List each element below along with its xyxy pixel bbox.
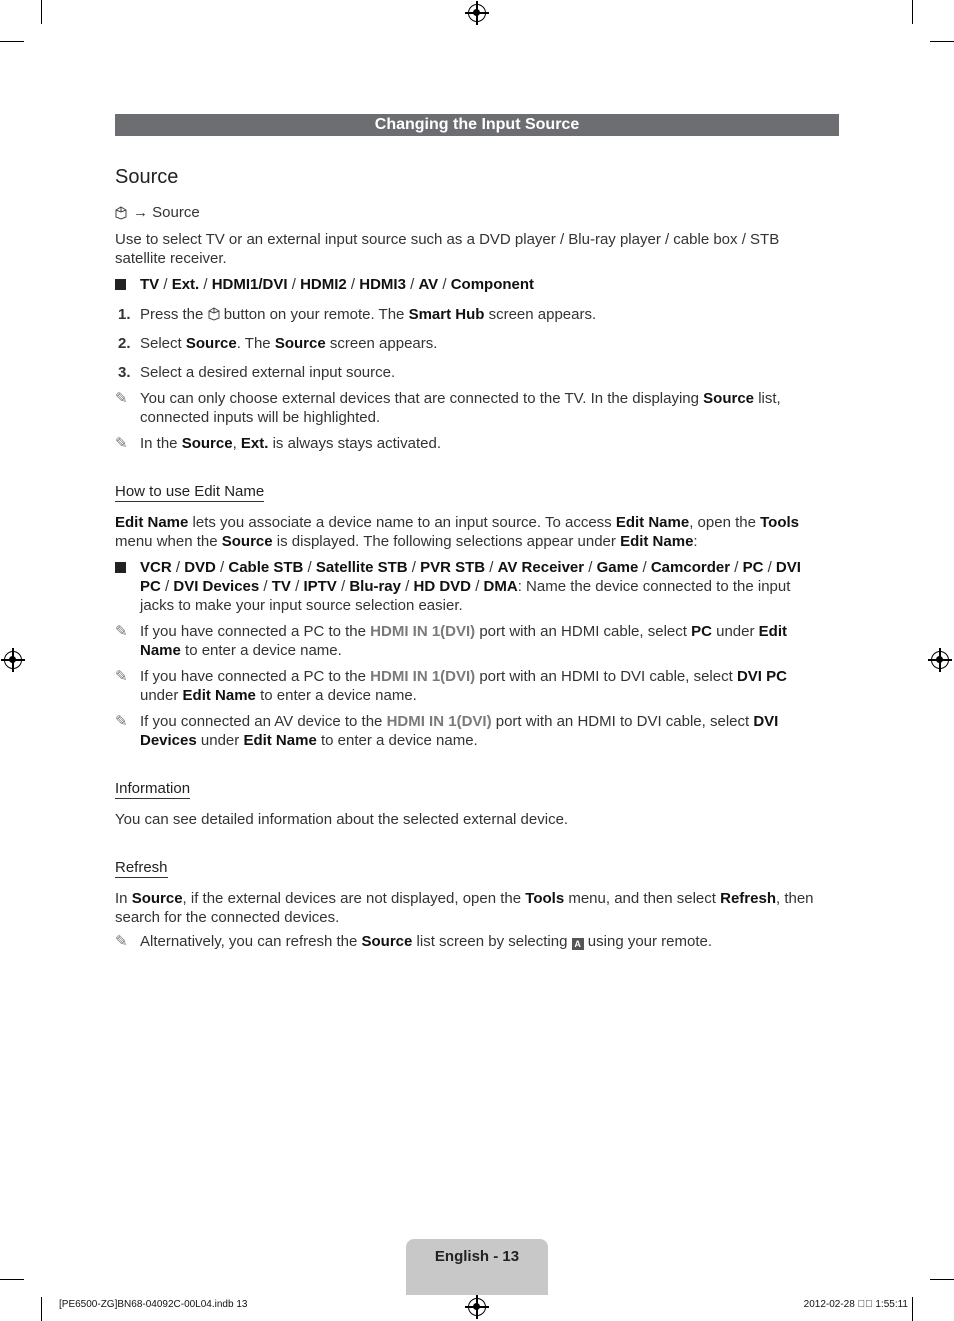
menu-path-label: → Source bbox=[133, 204, 200, 221]
step-3: 3. Select a desired external input source. bbox=[118, 364, 396, 381]
crop-mark bbox=[41, 0, 42, 24]
registration-mark-icon bbox=[4, 651, 22, 669]
note-item: ✎ If you connected an AV device to the HDMI IN 1(DVI) port with an HDMI to DVI cable, select DVI Devices under Edit Name to enter a device name. bbox=[115, 713, 779, 749]
note-item: ✎ In the Source, Ext. is always stays activated. bbox=[115, 435, 441, 452]
edit-name-heading: How to use Edit Name bbox=[115, 483, 265, 500]
pencil-note-icon: ✎ bbox=[115, 713, 128, 730]
pencil-note-icon: ✎ bbox=[115, 668, 128, 685]
pencil-note-icon: ✎ bbox=[115, 933, 128, 950]
note-item: ✎ If you have connected a PC to the HDMI IN 1(DVI) port with an HDMI cable, select PC under Edit Name to enter a device name. bbox=[115, 623, 787, 659]
information-text: You can see detailed information about the selected external device. bbox=[115, 811, 569, 828]
section-banner: Changing the Input Source bbox=[115, 114, 839, 136]
crop-mark bbox=[41, 1297, 42, 1321]
square-bullet-icon bbox=[115, 562, 126, 573]
page-number: English - 13 bbox=[434, 1248, 520, 1265]
a-button-icon: A bbox=[572, 938, 584, 950]
sources-list: TV / Ext. / HDMI1/DVI / HDMI2 / HDMI3 / AV / Component bbox=[115, 275, 825, 295]
file-slug: [PE6500-ZG]BN68-04092C-00L04.indb 13 bbox=[59, 1299, 248, 1310]
pencil-note-icon: ✎ bbox=[115, 435, 128, 452]
registration-mark-icon bbox=[468, 1298, 486, 1316]
refresh-text: In Source, if the external devices are not displayed, open the Tools menu, and then select Refresh, then search for the connected devices. bbox=[115, 890, 814, 926]
page-title: Source bbox=[115, 166, 179, 188]
pencil-note-icon: ✎ bbox=[115, 623, 128, 640]
crop-mark bbox=[0, 1279, 24, 1280]
edit-name-text: Edit Name lets you associate a device name to an input source. To access Edit Name, open the Tools menu when the Source is displayed. The following selections appear under Edit Name: bbox=[115, 514, 799, 550]
note-item: ✎ You can only choose external devices that are connected to the TV. In the displaying Source list, connected inputs will be highlighted. bbox=[115, 390, 781, 426]
registration-mark-icon bbox=[931, 651, 949, 669]
registration-mark-icon bbox=[468, 4, 486, 22]
intro-text: Use to select TV or an external input source such as a DVD player / Blu-ray player / cable box / STB satellite receiver. bbox=[115, 231, 780, 267]
refresh-heading: Refresh bbox=[115, 859, 168, 876]
smart-hub-icon bbox=[208, 307, 220, 321]
pencil-note-icon: ✎ bbox=[115, 390, 128, 407]
crop-mark bbox=[930, 41, 954, 42]
menu-path bbox=[115, 203, 825, 222]
page-number-tab bbox=[406, 1239, 548, 1295]
step-2: 2. Select Source. The Source screen appears. bbox=[118, 335, 438, 352]
device-list: VCR / DVD / Cable STB / Satellite STB / PVR STB / AV Receiver / Game / Camcorder / PC / DVI PC / DVI Devices / TV / IPTV / Blu-ray / HD DVD / DMA: Name the device connected to the input jacks to make your input source selection easier. bbox=[115, 558, 825, 615]
crop-mark bbox=[912, 1297, 913, 1321]
page-content bbox=[115, 160, 825, 958]
step-1: 1. Press the button on your remote. The Smart Hub screen appears. bbox=[118, 306, 597, 323]
note-item: ✎ Alternatively, you can refresh the Source list screen by selecting A using your remote. bbox=[115, 933, 713, 950]
smart-hub-icon bbox=[115, 206, 127, 220]
crop-mark bbox=[912, 0, 913, 24]
date-slug: 2012-02-28 ￿￿ 1:55:11 bbox=[803, 1299, 908, 1310]
information-heading: Information bbox=[115, 780, 191, 797]
note-item: ✎ If you have connected a PC to the HDMI IN 1(DVI) port with an HDMI to DVI cable, select DVI PC under Edit Name to enter a device name. bbox=[115, 668, 787, 704]
crop-mark bbox=[0, 41, 24, 42]
crop-mark bbox=[930, 1279, 954, 1280]
square-bullet-icon bbox=[115, 279, 126, 290]
